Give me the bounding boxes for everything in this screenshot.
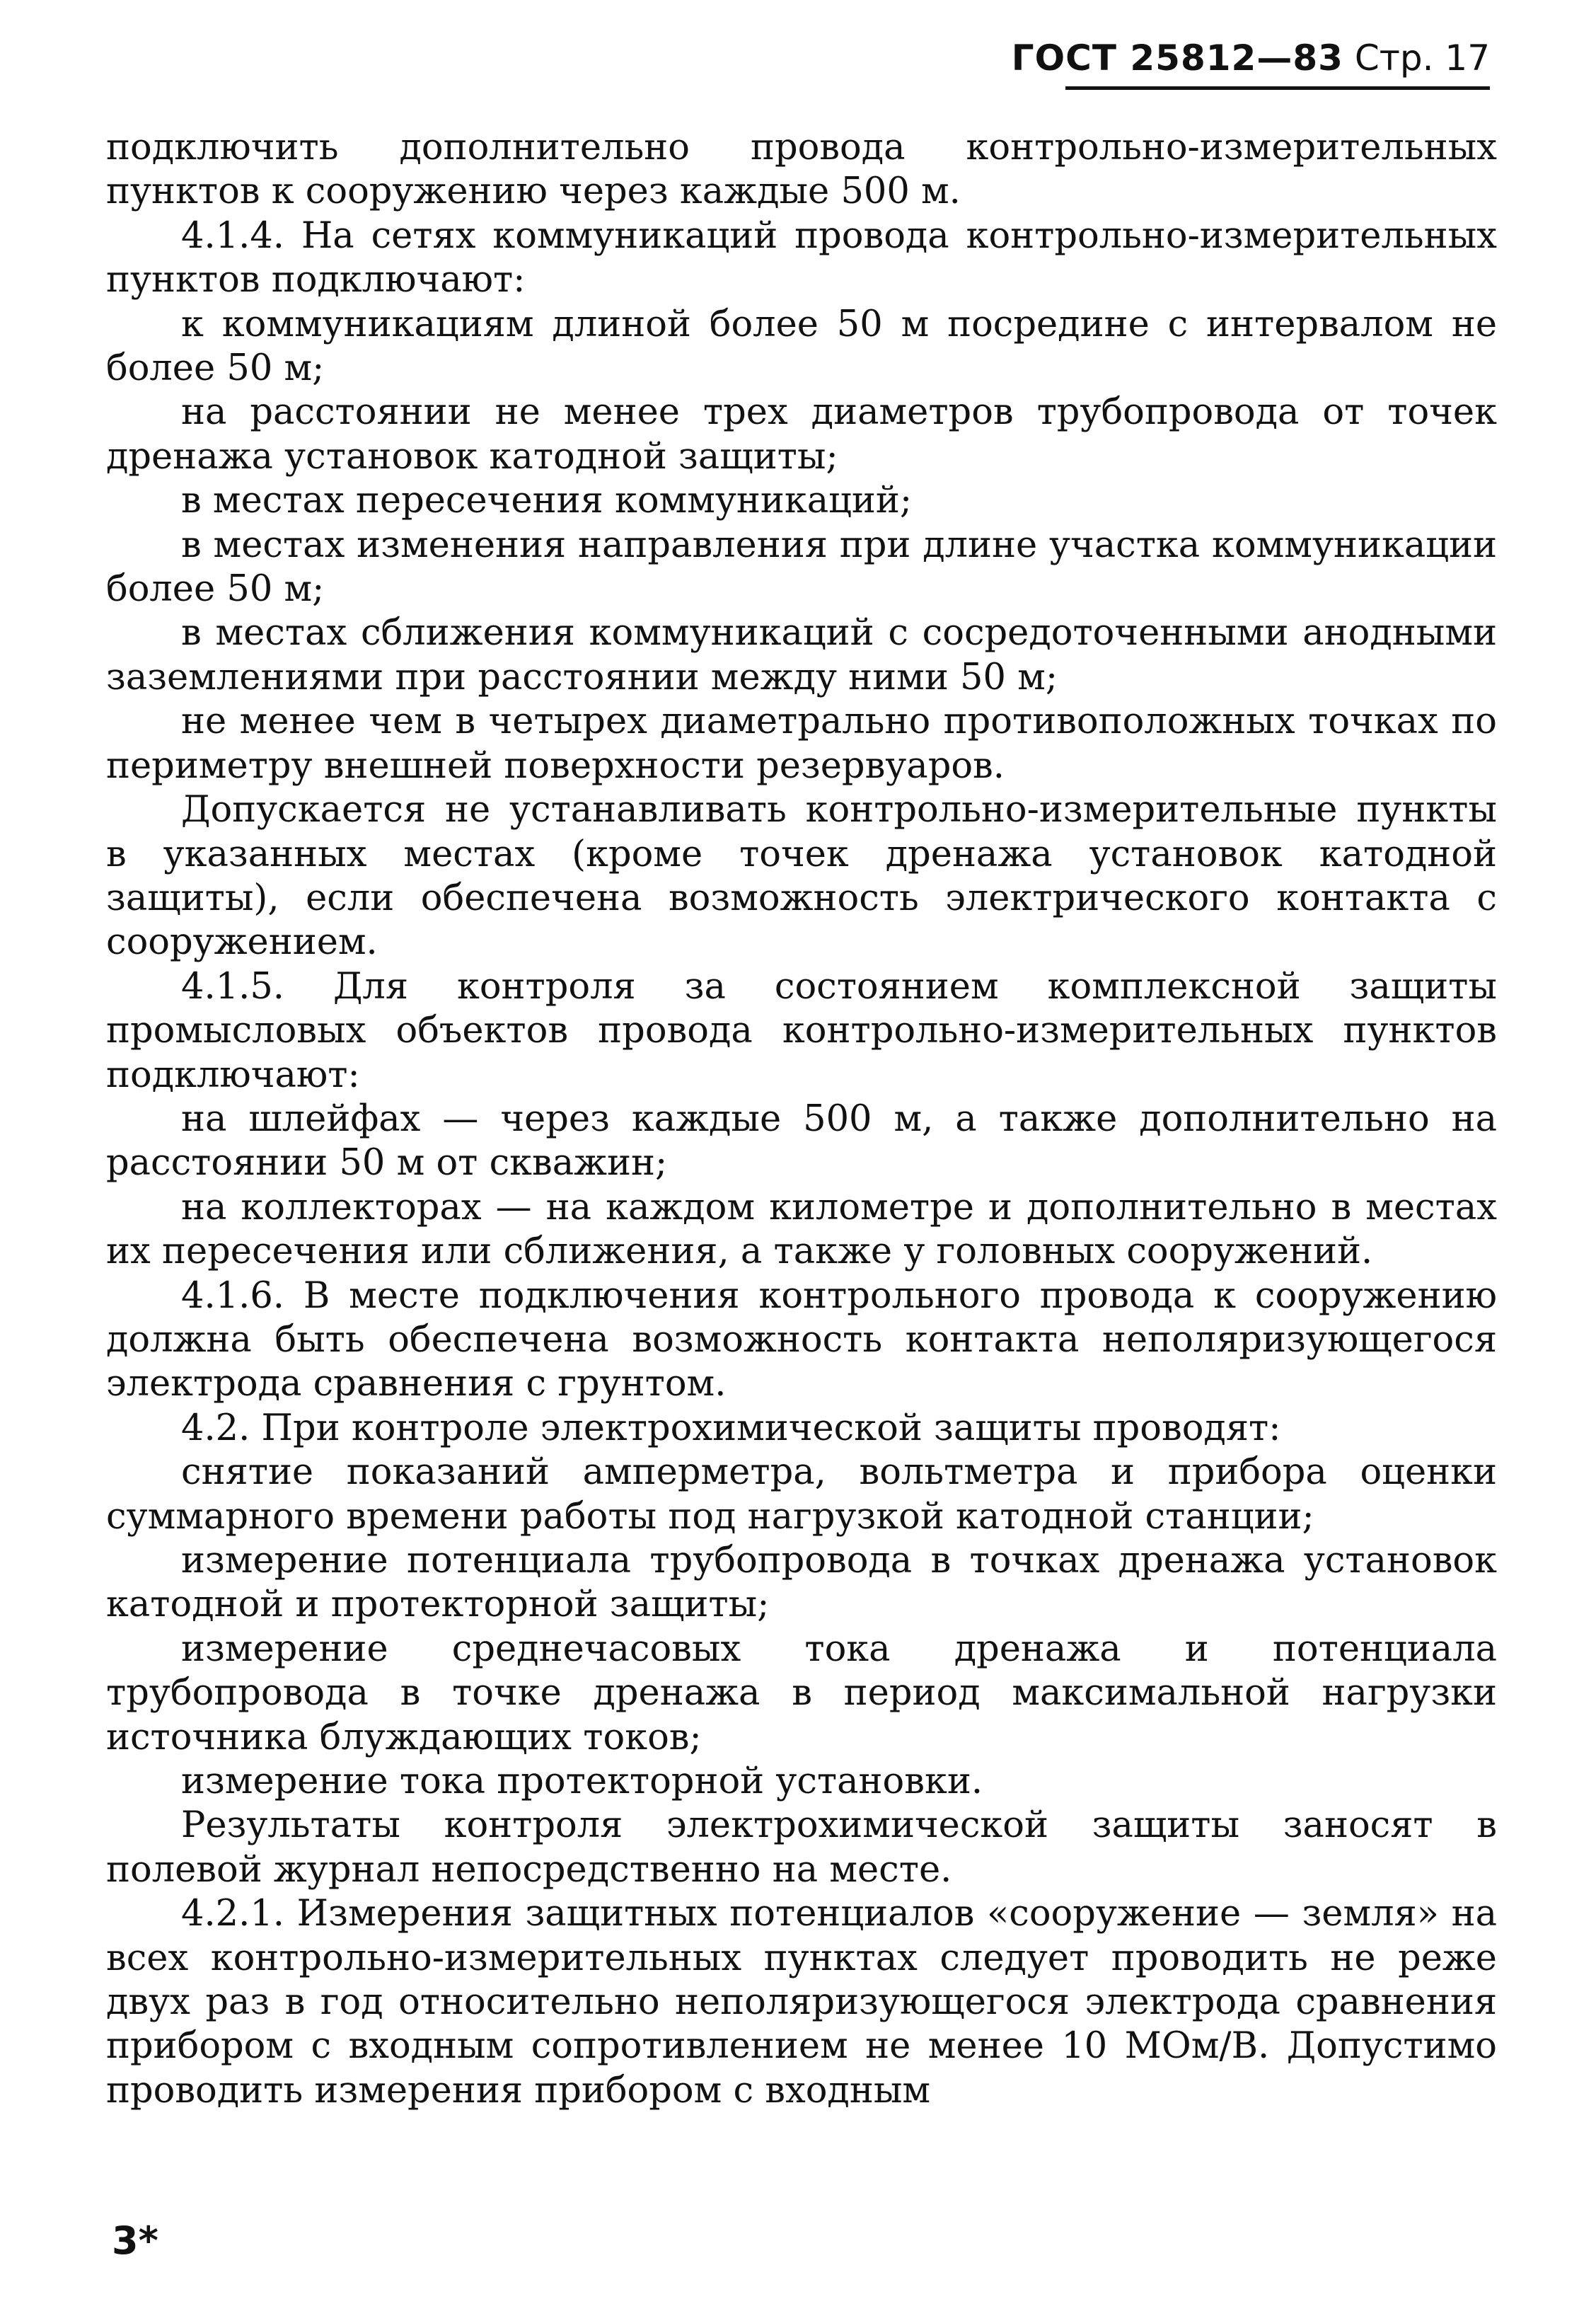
paragraph: 4.1.5. Для контроля за состоянием комплексной защиты промысловых объектов провода контрольно-измерительных пунктов подключают:	[106, 965, 1497, 1096]
paragraph: не менее чем в четырех диаметрально противоположных точках по периметру внешней поверхности резервуаров.	[106, 701, 1497, 787]
paragraph: подключить дополнительно провода контрольно-измерительных пунктов к сооружению через каждые 500 м.	[106, 127, 1497, 213]
page-header	[1012, 35, 1490, 81]
paragraph: снятие показаний амперметра, вольтметра и прибора оценки суммарного времени работы под нагрузкой катодной станции;	[106, 1451, 1497, 1538]
paragraph: на шлейфах — через каждые 500 м, а также дополнительно на расстоянии 50 м от скважин;	[106, 1097, 1497, 1185]
paragraph: 4.1.6. В месте подключения контрольного провода к сооружению должна быть обеспечена возможность контакта неполяризующегося электрода сравнения с грунтом.	[106, 1274, 1497, 1405]
paragraph: 4.2. При контроле электрохимической защиты проводят:	[181, 1407, 1281, 1449]
paragraph: 4.1.4. На сетях коммуникаций провода контрольно-измерительных пунктов подключают:	[106, 214, 1497, 301]
header-rule	[1065, 86, 1490, 90]
page-number: Стр. 17	[1354, 38, 1490, 79]
paragraph: измерение среднечасовых тока дренажа и потенциала трубопровода в точке дренажа в период максимальной нагрузки источника блуждающих токов;	[106, 1627, 1497, 1758]
paragraph: в местах пересечения коммуникаций;	[181, 480, 913, 522]
paragraph: измерение потенциала трубопровода в точках дренажа установок катодной и протекторной защиты;	[106, 1540, 1497, 1626]
paragraph: 4.2.1. Измерения защитных потенциалов «сооружение — земля» на всех контрольно-измерительных пунктах следует проводить не реже двух раз в год относительно неполяризующегося электрода сравнения прибором с входным сопротивлением не менее 10 МОм/В. Допустимо проводить измерения прибором с входным	[106, 1893, 1497, 2112]
paragraph: на коллекторах — на каждом километре и дополнительно в местах их пересечения или сближения, а также у головных сооружений.	[106, 1186, 1497, 1273]
standard-number: ГОСТ 25812—83	[1011, 38, 1343, 79]
paragraph: на расстоянии не менее трех диаметров трубопровода от точек дренажа установок катодной защиты;	[106, 391, 1497, 478]
paragraph: в местах изменения направления при длине участка коммуникации более 50 м;	[106, 524, 1497, 611]
signature-mark: 3*	[112, 2218, 158, 2263]
paragraph: Результаты контроля электрохимической защиты заносят в полевой журнал непосредственно на месте.	[106, 1804, 1497, 1891]
paragraph: к коммуникациям длиной более 50 м посредине с интервалом не более 50 м;	[106, 303, 1497, 390]
paragraph: в местах сближения коммуникаций с сосредоточенными анодными заземлениями при расстоянии между ними 50 м;	[106, 612, 1497, 698]
paragraph: Допускается не устанавливать контрольно-измерительные пункты в указанных местах (кроме точек дренажа установок катодной защиты), если обеспечена возможность электрического контакта с сооружением.	[106, 789, 1497, 964]
body-text	[106, 126, 1497, 2113]
paragraph: измерение тока протекторной установки.	[181, 1761, 983, 1803]
